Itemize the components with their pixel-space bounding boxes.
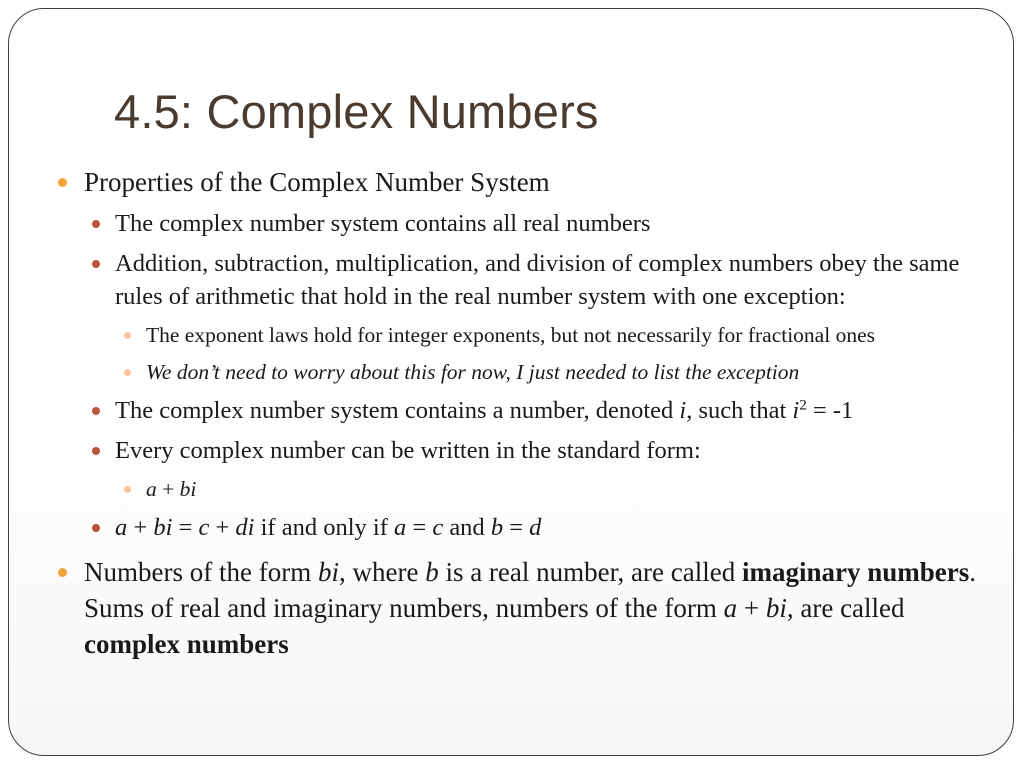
bullet-dot-icon [92, 524, 100, 532]
bullet-text: The complex number system contains all real numbers [115, 210, 651, 237]
var-c: c [432, 514, 444, 541]
var-b: b [425, 557, 439, 587]
eq: = [172, 514, 199, 541]
text-and: and [443, 514, 491, 541]
var-a: a [393, 514, 407, 541]
text-post: = -1 [806, 397, 854, 424]
bullet-dot-icon [92, 260, 100, 268]
plus: + [156, 477, 180, 501]
bullet-dot-icon [58, 178, 67, 187]
bullet-properties [56, 164, 986, 200]
bullet-dot-icon [124, 486, 131, 493]
bullet-text: We don’t need to worry about this for now, I just needed to list the exception [146, 360, 800, 384]
bullet-exception-note [56, 357, 986, 387]
bullet-imaginary-unit [56, 394, 986, 427]
term-imaginary-numbers: imaginary numbers [741, 557, 970, 587]
bullet-dot-icon [124, 332, 131, 339]
text: . Sums of real and imaginary numbers, numbers of the form [84, 557, 976, 623]
term-complex-numbers: complex numbers [84, 629, 289, 659]
var-a: a [115, 514, 128, 541]
bullet-dot-icon [58, 568, 67, 577]
var-a: a [146, 477, 157, 501]
bullet-dot-icon [92, 220, 100, 228]
eq: = [503, 514, 530, 541]
bullet-text: Properties of the Complex Number System [84, 167, 550, 197]
var-a: a [723, 593, 738, 623]
bullet-exponent-laws [56, 320, 986, 350]
var-di: di [235, 514, 255, 541]
var-bi: bi [179, 477, 197, 501]
bullet-text: The exponent laws hold for integer exponents, but not necessarily for fractional ones [146, 323, 875, 347]
text: Numbers of the form [84, 557, 318, 587]
slide-content [56, 164, 986, 662]
bullet-text: Addition, subtraction, multiplication, and division of complex numbers obey the same rules of arithmetic that hold in the real number system with one exception: [115, 250, 960, 310]
bullet-arithmetic-rules [56, 247, 986, 313]
var-bi: bi [765, 593, 787, 623]
text: is a real number, are called [438, 557, 742, 587]
var-d: d [529, 514, 542, 541]
var-b: b [490, 514, 504, 541]
text-iff: if and only if [254, 514, 394, 541]
bullet-standard-form-expr [56, 474, 986, 504]
text-mid: , such that [686, 397, 793, 424]
exponent: 2 [799, 396, 807, 414]
bullet-dot-icon [92, 407, 100, 415]
bullet-text: Every complex number can be written in the standard form: [115, 437, 701, 464]
text: , are called [786, 593, 905, 623]
plus: + [737, 593, 766, 623]
bullet-dot-icon [92, 447, 100, 455]
slide-title: 4.5: Complex Numbers [114, 85, 599, 138]
var-bi: bi [153, 514, 173, 541]
op: + [127, 514, 154, 541]
bullet-standard-form [56, 434, 986, 467]
var-bi: bi [317, 557, 339, 587]
var-c: c [198, 514, 210, 541]
base-i: i [792, 397, 800, 424]
bullet-equality [56, 511, 986, 544]
var-i: i [679, 397, 687, 424]
eq: = [406, 514, 433, 541]
text: , where [338, 557, 426, 587]
text-pre: The complex number system contains a number, denoted [115, 397, 680, 424]
op: + [209, 514, 236, 541]
bullet-contains-real [56, 207, 986, 240]
bullet-definitions [56, 554, 986, 662]
bullet-dot-icon [124, 369, 131, 376]
